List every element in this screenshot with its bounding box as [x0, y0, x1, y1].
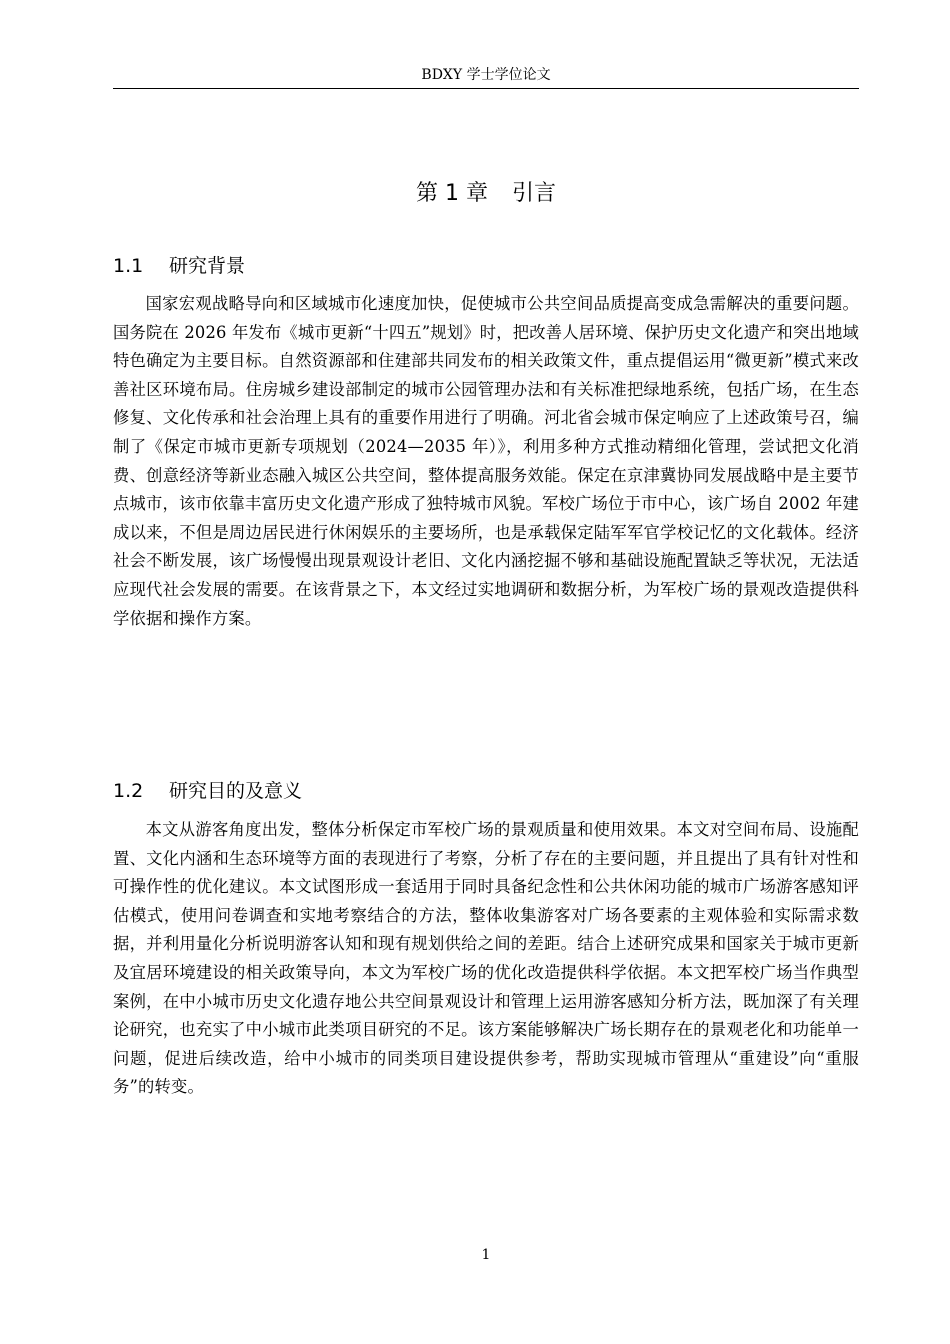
chapter-title: [113, 178, 859, 210]
chapter-number: 第 1 章: [416, 181, 488, 206]
section-heading-1-2: [113, 777, 859, 805]
section-number: 1.2: [113, 780, 144, 802]
page-number: 1: [481, 1247, 491, 1263]
running-header: BDXY 学士学位论文: [421, 67, 551, 83]
section-title: 研究目的及意义: [169, 780, 303, 802]
section-paragraph-research-background: 国家宏观战略导向和区域城市化速度加快，促使城市公共空间品质提高变成急需解决的重要问题。国务院在 2026 年发布《城市更新“十四五”规划》时，把改善人居环境、保护历史文化遗产和突出地域特色确定为主要目标。自然资源部和住建部共同发布的相关政策文件，重点提倡运用“微更新”模式来改善社区环境布局。住房城乡建设部制定的城市公园管理办法和有关标准把绿地系统，包括广场，在生态修复、文化传承和社会治理上具有的重要作用进行了明确。河北省会城市保定响应了上述政策号召，编制了《保定市城市更新专项规划（2024—2035 年）》，利用多种方式推动精细化管理，尝试把文化消费、创意经济等新业态融入城区公共空间，整体提高服务效能。保定在京津冀协同发展战略中是主要节点城市，该市依靠丰富历史文化遗产形成了独特城市风貌。军校广场位于市中心，该广场自 2002 年建成以来，不但是周边居民进行休闲娱乐的主要场所，也是承载保定陆军军官学校记忆的文化载体。经济社会不断发展，该广场慢慢出现景观设计老旧、文化内涵挖掘不够和基础设施配置缺乏等状况，无法适应现代社会发展的需要。在该背景之下，本文经过实地调研和数据分析，为军校广场的景观改造提供科学依据和操作方案。: [113, 294, 859, 628]
section-paragraph-research-purpose: 本文从游客角度出发，整体分析保定市军校广场的景观质量和使用效果。本文对空间布局、设施配置、文化内涵和生态环境等方面的表现进行了考察，分析了存在的主要问题，并且提出了具有针对性和可操作性的优化建议。本文试图形成一套适用于同时具备纪念性和公共休闲功能的城市广场游客感知评估模式，使用问卷调查和实地考察结合的方法，整体收集游客对广场各要素的主观体验和实际需求数据，并利用量化分析说明游客认知和现有规划供给之间的差距。结合上述研究成果和国家关于城市更新及宜居环境建设的相关政策导向，本文为军校广场的优化改造提供科学依据。本文把军校广场当作典型案例，在中小城市历史文化遗存地公共空间景观设计和管理上运用游客感知分析方法，既加深了有关理论研究，也充实了中小城市此类项目研究的不足。该方案能够解决广场长期存在的景观老化和功能单一问题，促进后续改造，给中小城市的同类项目建设提供参考，帮助实现城市管理从“重建设”向“重服务”的转变。: [113, 820, 859, 1097]
section-heading-1-1: [113, 252, 859, 280]
section-title: 研究背景: [169, 255, 246, 277]
chapter-title-text: 引言: [511, 181, 556, 206]
header-rule: [113, 88, 859, 89]
section-number: 1.1: [113, 255, 144, 277]
